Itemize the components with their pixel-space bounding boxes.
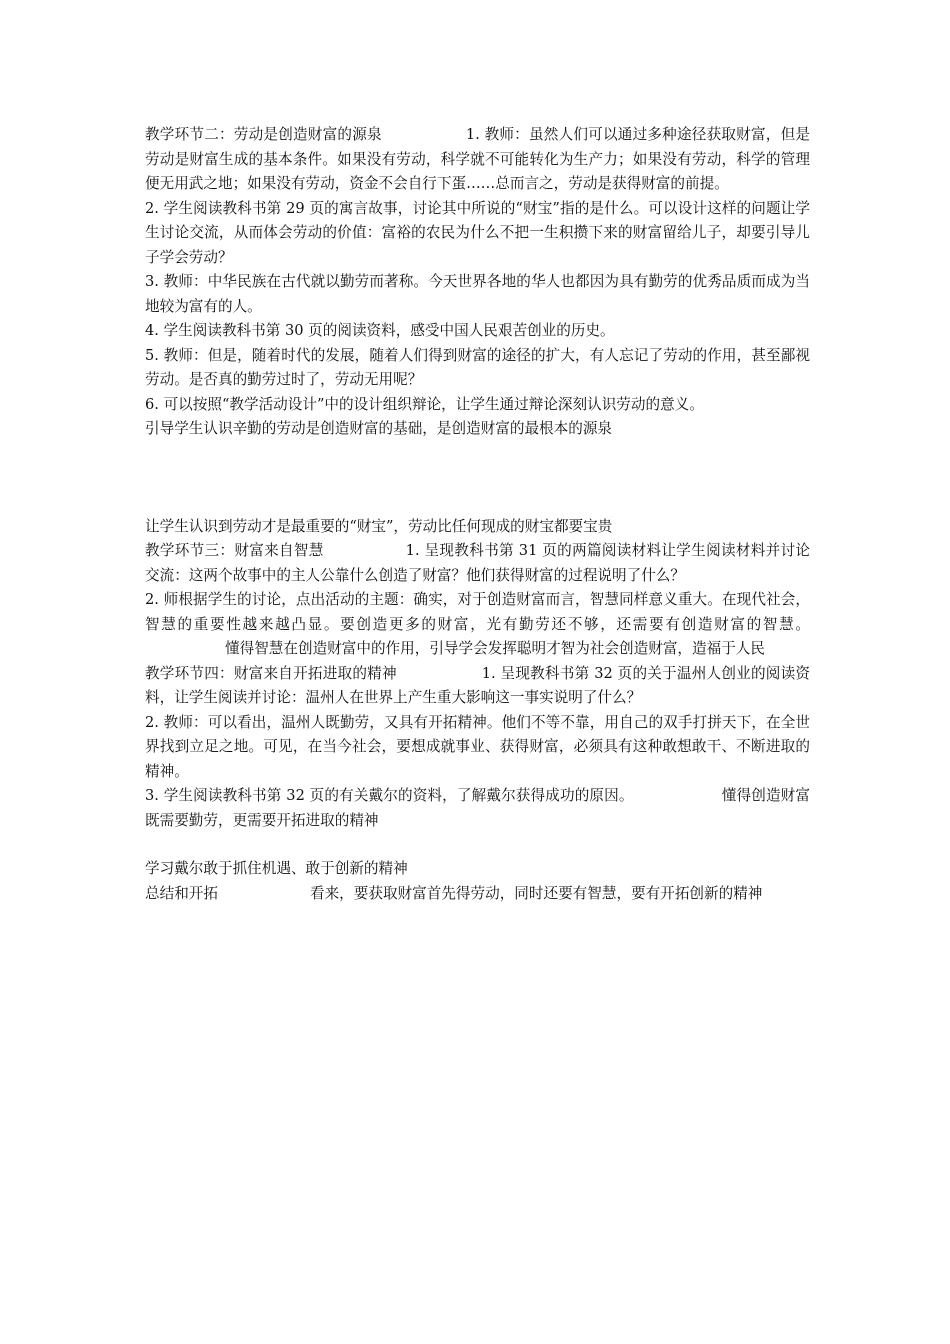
section-two-step-1: 1. 教师：虽然人们可以通过多种途径获取财富，但是劳动是财富生成的基本条件。如果没有劳动，科学就不可能转化为生产力；如果没有劳动，科学的管理便无用武之地；如果没有劳动，资金不会自行下蛋……总而言之，劳动是获得财富的前提。: [145, 126, 810, 192]
summary-heading: 总结和开拓: [145, 884, 218, 902]
paragraph-step-2: 2. 学生阅读教科书第 29 页的寓言故事，讨论其中所说的“财宝”指的是什么。可以设计这样的问题让学生讨论交流，从而体会劳动的价值：富裕的农民为什么不把一生积攒下来的财富留给儿子，却要引导儿子学会劳动？: [145, 199, 810, 266]
document-body: [145, 123, 810, 906]
paragraph-section-two: [145, 123, 810, 197]
paragraph-section-three: [145, 539, 810, 588]
section-three-step-1: 1. 呈现教科书第 31 页的两篇阅读材料让学生阅读材料并讨论交流：这两个故事中的主人公靠什么创造了财富？他们获得财富的过程说明了什么？: [145, 542, 810, 584]
blank-gap: [145, 833, 810, 857]
section-three-goal: 懂得智慧在创造财富中的作用，引导学会发挥聪明才智为社会创造财富，造福于人民: [225, 640, 765, 657]
section-four-step-3-text: 3. 学生阅读教科书第 32 页的有关戴尔的资料，了解戴尔获得成功的原因。: [145, 787, 634, 804]
paragraph-goal-treasure: 让学生认识到劳动才是最重要的“财宝”，劳动比任何现成的财宝都要宝贵: [145, 517, 613, 535]
blank-gap: [145, 442, 810, 515]
section-four-heading: 教学环节四：财富来自开拓进取的精神: [145, 664, 397, 682]
paragraph-goal-labor: 引导学生认识辛勤的劳动是创造财富的基础，是创造财富的最根本的源泉: [145, 420, 613, 437]
paragraph-dell-goal: 学习戴尔敢于抓住机遇、敢于创新的精神: [145, 860, 408, 877]
paragraph-section-four-step-2: 2. 教师：可以看出，温州人既勤劳，又具有开拓精神。他们不等不靠，用自己的双手打拼天下，在全世界找到立足之地。可见，在当今社会，要想成就事业、获得财富，必须具有这种敢想敢干、不断进取的精神。: [145, 713, 810, 780]
summary-text: 看来，要获取财富首先得劳动，同时还要有智慧，要有开拓创新的精神: [309, 884, 763, 902]
paragraph-step-5: 5. 教师：但是，随着时代的发展，随着人们得到财富的途径的扩大，有人忘记了劳动的作用，甚至鄙视劳动。是否真的勤劳过时了，劳动无用呢？: [145, 346, 810, 388]
paragraph-step-6: 6. 可以按照“教学活动设计”中的设计组织辩论，让学生通过辩论深刻认识劳动的意义。: [145, 395, 704, 413]
section-two-heading: 教学环节二：劳动是创造财富的源泉: [145, 126, 382, 143]
paragraph-section-four: [145, 662, 810, 711]
paragraph-section-three-step-2: [145, 588, 810, 662]
paragraph-summary: [145, 882, 810, 907]
paragraph-section-four-step-3: [145, 784, 810, 833]
section-three-heading: 教学环节三：财富来自智慧: [145, 542, 324, 559]
section-three-step-2-text: 2. 师根据学生的讨论，点出活动的主题：确实，对于创造财富而言，智慧同样意义重大。在现代社会，智慧的重要性越来越凸显。要创造更多的财富，光有勤劳还不够，还需要有创造财富的智慧。: [145, 591, 810, 633]
paragraph-step-3: 3. 教师：中华民族在古代就以勤劳而著称。今天世界各地的华人也都因为具有勤劳的优秀品质而成为当地较为富有的人。: [145, 273, 810, 315]
paragraph-step-4: 4. 学生阅读教科书第 30 页的阅读资料，感受中国人民艰苦创业的历史。: [145, 322, 615, 339]
section-four-goal: 懂得创造财富既需要勤劳，更需要开拓进取的精神: [145, 787, 810, 829]
section-four-step-1: 1. 呈现教科书第 32 页的关于温州人创业的阅读资料，让学生阅读并讨论：温州人在世界上产生重大影响这一事实说明了什么？: [145, 664, 810, 706]
